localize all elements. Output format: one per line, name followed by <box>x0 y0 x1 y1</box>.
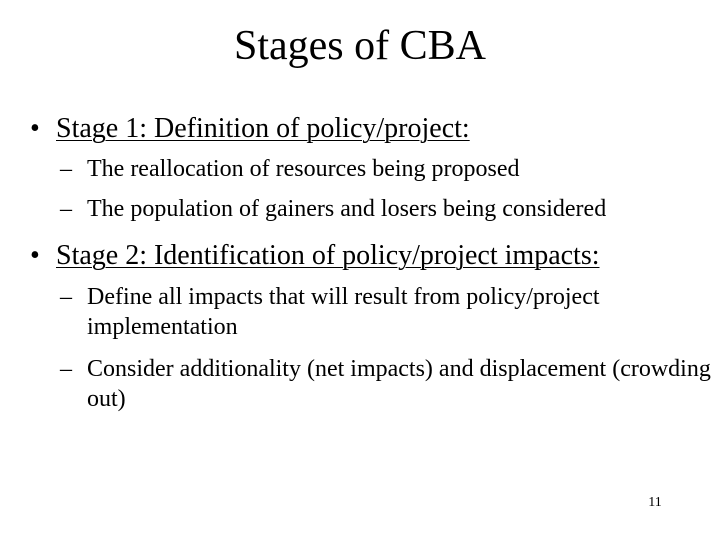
sub-item <box>60 154 720 184</box>
bullet-stage-1 <box>30 112 470 146</box>
bullet-text: Stage 1: Definition of policy/project: <box>56 113 470 144</box>
sub-item <box>60 282 720 342</box>
sub-item-text: Consider additionality (net impacts) and displacement (crowding out) <box>87 356 711 412</box>
sub-item-text: The population of gainers and losers being considered <box>87 196 607 222</box>
page-number: 11 <box>648 495 662 510</box>
bullet-dot: • <box>30 240 40 271</box>
bullet-stage-2 <box>30 239 600 273</box>
sub-item-text: The reallocation of resources being proposed <box>87 156 520 182</box>
sub-item-dash: – <box>60 356 72 382</box>
bullet-text: Stage 2: Identification of policy/project impacts: <box>56 240 600 271</box>
sub-item <box>60 354 720 414</box>
slide-title: Stages of CBA <box>234 23 486 69</box>
bullet-dot: • <box>30 113 40 144</box>
sub-item-dash: – <box>60 284 72 310</box>
sub-item <box>60 194 720 224</box>
sub-item-dash: – <box>60 196 72 222</box>
sub-item-text: Define all impacts that will result from policy/project implementation <box>87 284 600 340</box>
sub-item-dash: – <box>60 156 72 182</box>
